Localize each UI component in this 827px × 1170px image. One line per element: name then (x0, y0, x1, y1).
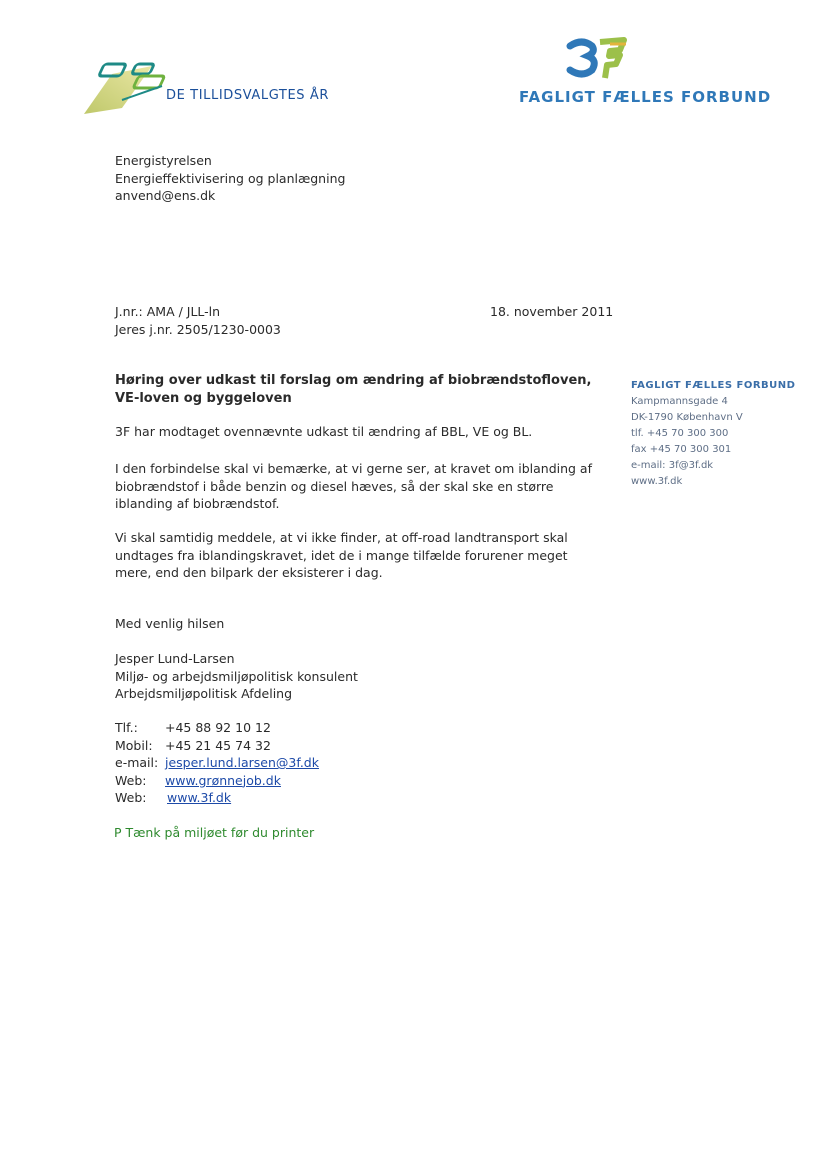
print-environment-note: P Tænk på miljøet før du printer (114, 825, 315, 840)
body-paragraph (115, 529, 615, 582)
web-link-3f[interactable]: www.3f.dk (167, 790, 232, 805)
3f-logo-icon (566, 36, 630, 80)
web-row (115, 789, 319, 807)
email-label: e-mail: (115, 755, 159, 770)
sidebar-line: tlf. +45 70 300 300 (631, 428, 729, 439)
recipient-line: Energieffektivisering og planlægning (115, 170, 346, 186)
phone-label: Tlf.: (115, 720, 138, 735)
phone-value: +45 88 92 10 12 (165, 720, 271, 735)
signer-department: Arbejdsmiljøpolitisk Afdeling (115, 686, 293, 701)
email-row (115, 754, 319, 772)
paragraph-line: mere, end den bilpark der eksisterer i dag. (115, 565, 383, 580)
contact-details (115, 719, 319, 807)
signer-name: Jesper Lund-Larsen (115, 651, 235, 666)
3f-logo (566, 36, 630, 84)
recipient-email: anvend@ens.dk (115, 188, 216, 203)
paragraph-line: biobrændstof i både benzin og diesel hæves, så der skal ske en større (115, 478, 554, 494)
sidebar-line: Kampmannsgade 4 (631, 396, 728, 407)
web-row (115, 772, 319, 790)
paragraph-line: undtages fra iblandingskravet, idet de i mange tilfælde forurener meget (115, 547, 568, 563)
closing-greeting: Med venlig hilsen (115, 616, 225, 631)
phone-row (115, 719, 319, 737)
body-paragraph (115, 460, 615, 513)
sidebar-line: DK-1790 København V (631, 412, 743, 423)
web-label: Web: (115, 790, 147, 805)
signer-title: Miljø- og arbejdsmiljøpolitisk konsulent (115, 668, 358, 684)
mobile-label: Mobil: (115, 737, 153, 753)
sender-address-sidebar (631, 378, 795, 490)
paragraph-line: 3F har modtaget ovennævnte udkast til ændring af BBL, VE og BL. (115, 424, 533, 439)
mobile-value: +45 21 45 74 32 (165, 737, 271, 753)
body-paragraph (115, 423, 615, 441)
subject-line: VE-loven og byggeloven (115, 391, 292, 406)
sidebar-line: www.3f.dk (631, 476, 683, 487)
reference-block (115, 303, 281, 338)
sidebar-line: e-mail: 3f@3f.dk (631, 460, 714, 471)
mobile-row (115, 737, 319, 755)
tillidsvalgtes-logo-text: DE TILLIDSVALGTES ÅR (166, 88, 329, 103)
tillidsvalgtes-logo-icon (82, 56, 202, 118)
web-label: Web: (115, 772, 147, 788)
recipient-line: Energistyrelsen (115, 153, 212, 168)
signature-block (115, 650, 358, 703)
sidebar-org-name: FAGLIGT FÆLLES FORBUND (631, 380, 796, 391)
recipient-address (115, 152, 345, 205)
paragraph-line: I den forbindelse skal vi bemærke, at vi gerne ser, at kravet om iblanding af (115, 461, 592, 476)
web-link-gronnejob[interactable]: www.grønnejob.dk (165, 772, 281, 788)
email-link[interactable]: jesper.lund.larsen@3f.dk (165, 755, 319, 770)
3f-logo-text: FAGLIGT FÆLLES FORBUND (519, 88, 772, 106)
subject-heading (115, 372, 591, 408)
your-journal-number: Jeres j.nr. 2505/1230-0003 (115, 321, 281, 337)
paragraph-line: iblanding af biobrændstof. (115, 496, 280, 511)
letter-date: 18. november 2011 (490, 304, 614, 319)
subject-line: Høring over udkast til forslag om ændring af biobrændstofloven, (115, 373, 592, 388)
paragraph-line: Vi skal samtidig meddele, at vi ikke finder, at off-road landtransport skal (115, 530, 568, 545)
journal-number: J.nr.: AMA / JLL-ln (115, 304, 221, 319)
sidebar-line: fax +45 70 300 301 (631, 444, 732, 455)
